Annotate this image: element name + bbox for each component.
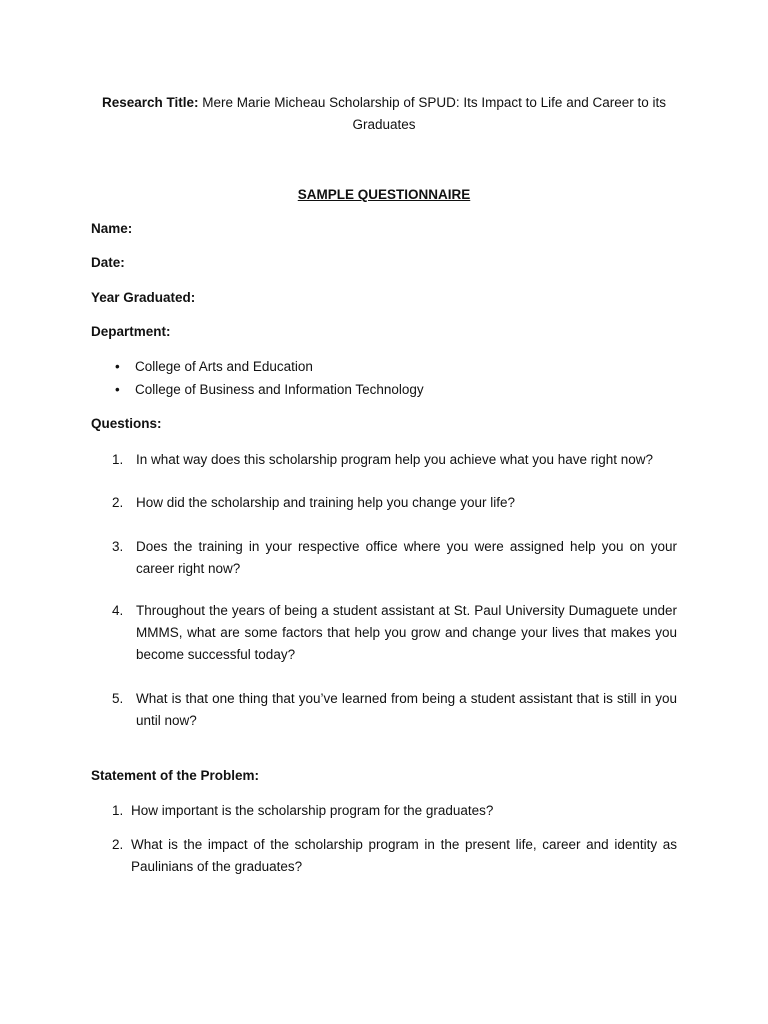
question-item (112, 449, 677, 471)
name-field-label: Name: (91, 221, 133, 236)
question-text: Throughout the years of being a student assistant at St. Paul University Dumaguete under MMMS, what are some factors that help you grow and change your lives that makes you become successful today? (136, 603, 677, 662)
department-field-label: Department: (91, 324, 171, 339)
problem-text: What is the impact of the scholarship program in the present life, career and identity as Paulinians of the graduates? (131, 837, 677, 874)
questions-label: Questions: (91, 416, 162, 431)
question-text: In what way does this scholarship program help you achieve what you have right now? (136, 452, 654, 467)
questionnaire-heading: SAMPLE QUESTIONNAIRE (297, 187, 471, 202)
problem-number: 2. (112, 837, 124, 852)
problem-item (112, 800, 677, 822)
question-text: How did the scholarship and training help you change your life? (136, 495, 515, 510)
question-item (112, 600, 677, 666)
question-number: 5. (112, 691, 124, 706)
question-number: 1. (112, 452, 124, 467)
date-field-label: Date: (91, 255, 125, 270)
department-list (115, 356, 675, 401)
department-option: College of Arts and Education (135, 359, 313, 374)
research-title-block (90, 92, 678, 136)
problem-item (112, 834, 677, 878)
question-item (112, 688, 677, 732)
question-text: What is that one thing that you’ve learned from being a student assistant that is still in you until now? (136, 691, 677, 728)
bullet-icon: • (115, 359, 120, 374)
question-item (112, 536, 677, 580)
question-text: Does the training in your respective office where you were assigned help you on your career right now? (136, 539, 677, 576)
list-item (115, 356, 675, 378)
problem-statement-label: Statement of the Problem: (91, 768, 260, 783)
list-item (115, 379, 675, 401)
research-title-label: Research Title: (101, 95, 199, 110)
bullet-icon: • (115, 382, 120, 397)
year-graduated-field-label: Year Graduated: (91, 290, 196, 305)
department-option: College of Business and Information Technology (135, 382, 424, 397)
question-number: 4. (112, 603, 124, 618)
problem-number: 1. (112, 803, 124, 818)
question-number: 3. (112, 539, 124, 554)
question-number: 2. (112, 495, 124, 510)
research-title-text: Mere Marie Micheau Scholarship of SPUD: Its Impact to Life and Career to its Graduates (202, 95, 666, 132)
problem-text: How important is the scholarship program for the graduates? (131, 803, 494, 818)
question-item (112, 492, 677, 514)
